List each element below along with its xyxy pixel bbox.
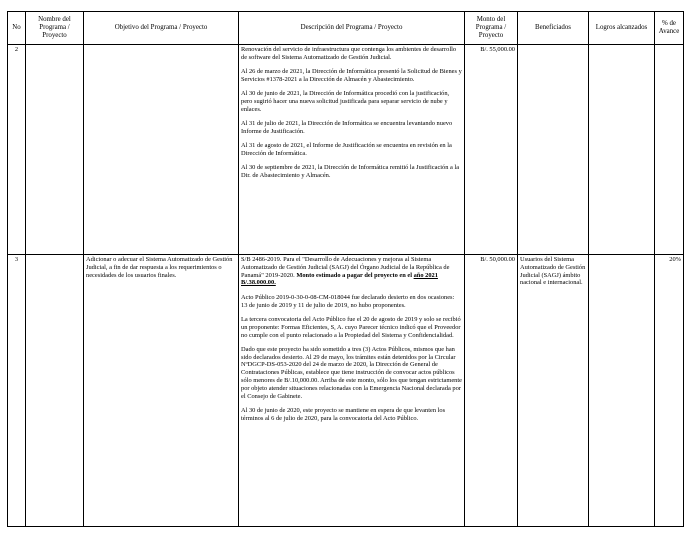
project-name-cell	[26, 45, 84, 255]
description-bold-text: Monto estimado a pagar del proyecto en el	[296, 271, 414, 279]
objective-cell: Adicionar o adecuar el Sistema Automatizado de Gestión Judicial, a fin de dar respuesta a los requerimientos o necesidades de los usuarios finales.	[84, 255, 239, 527]
beneficiaries-cell: Usuarios del Sistema Automatizado de Gestión Judicial (SAGJ) ámbito nacional e internacional.	[518, 255, 589, 527]
header-avance: % de Avance	[655, 12, 684, 45]
description-paragraph: Al 31 de julio de 2021, la Dirección de Informática se encuentra levantando nuevo Informe de Justificación.	[241, 120, 453, 135]
header-logros: Logros alcanzados	[589, 12, 655, 45]
header-descripcion: Descripción del Programa / Proyecto	[239, 12, 465, 45]
description-text: S/B 2486-2019. Para el "Desarrollo de Adecuaciones y mejoras al Sistema Automatizado de Gestión Judicial (SAGJ) del Órgano Judicial de la República de Panamá" 2019-2020.	[241, 256, 450, 279]
description-paragraph: Al 30 de septiembre de 2021, la Dirección de Informática remitió la Justificación a la Dir. de Abastecimiento y Almacén.	[241, 164, 460, 180]
beneficiaries-cell	[518, 45, 589, 255]
progress-cell	[655, 45, 684, 255]
header-nombre: Nombre del Programa / Proyecto	[26, 12, 84, 45]
header-monto: Monto del Programa / Proyecto	[465, 12, 518, 45]
description-paragraph: Al 30 de junio de 2021, la Dirección de Informática procedió con la justificación, pero sugirió hacer una nueva solicitud justificada para separar servicio de nube y enlaces.	[241, 90, 450, 113]
row-number: 3	[8, 255, 26, 527]
description-paragraph: Al 26 de marzo de 2021, la Dirección de Informática presentó la Solicitud de Bienes y Servicios #1378-2021 a la Dirección de Almacén y Abastecimiento.	[241, 68, 462, 83]
description-paragraph: La tercera convocatoria del Acto Público fue el 20 de agosto de 2019 y solo se recibió un proponente: Formas Eficientes, S, A. cuyo Parecer técnico indicó que el Proveedor no cumple con el punto relacionado a la Propiedad del Sistema y Confidencialidad.	[241, 315, 461, 339]
achievements-cell	[589, 255, 655, 527]
header-row	[8, 12, 684, 45]
projects-table	[7, 11, 684, 527]
description-bold-underlined-text: año 2021 B/.38.000.00.	[241, 271, 438, 287]
table-row	[8, 255, 684, 527]
description-cell	[239, 255, 465, 527]
achievements-cell	[589, 45, 655, 255]
table-row	[8, 45, 684, 255]
row-number: 2	[8, 45, 26, 255]
description-paragraph: Acto Público 2019-0-30-0-08-CM-018044 fue declarado desierto en dos ocasiones: 13 de junio de 2019 y 11 de julio de 2019, no hubo proponentes.	[241, 293, 455, 309]
project-name-cell	[26, 255, 84, 527]
objective-cell	[84, 45, 239, 255]
header-no: No	[8, 12, 26, 45]
description-paragraph: Renovación del servicio de infraestructura que contenga los ambientes de desarrollo de software del Sistema Automatizado de Gestión Judicial.	[241, 46, 457, 61]
header-objetivo: Objetivo del Programa / Proyecto	[84, 12, 239, 45]
description-paragraph: Dado que este proyecto ha sido sometido a tres (3) Actos Públicos, mismos que han sido declarados desierto. Al 29 de mayo, los trámites están detenidos por la Circular NºDGCP-DS-053-2020 del 24 de marzo de 2020, la Dirección de General de Contrataciones Públicas, establece que tiene instrucción de convocar actos públicos sólo menores de B/.10,000.00. Arriba de este monto, sólo los que tengan estrictamente por objeto atender situaciones relacionadas con la Emergencia Nacional declarada por el Consejo de Gabinete.	[241, 345, 462, 400]
description-paragraph: Al 30 de junio de 2020, este proyecto se mantiene en espera de que levanten los términos al 6 de julio de 2020, para la convocatoria del Acto Público.	[241, 407, 446, 422]
description-cell	[239, 45, 465, 255]
description-paragraph	[241, 256, 462, 287]
progress-cell: 20%	[655, 255, 684, 527]
description-paragraph: Al 31 de agosto de 2021, el Informe de Justificación se encuentra en revisión en la Dirección de Informática.	[241, 142, 452, 158]
amount-cell: B/. 50,000.00	[465, 255, 518, 527]
amount-cell: B/. 55,000.00	[465, 45, 518, 255]
header-beneficiados: Beneficiados	[518, 12, 589, 45]
